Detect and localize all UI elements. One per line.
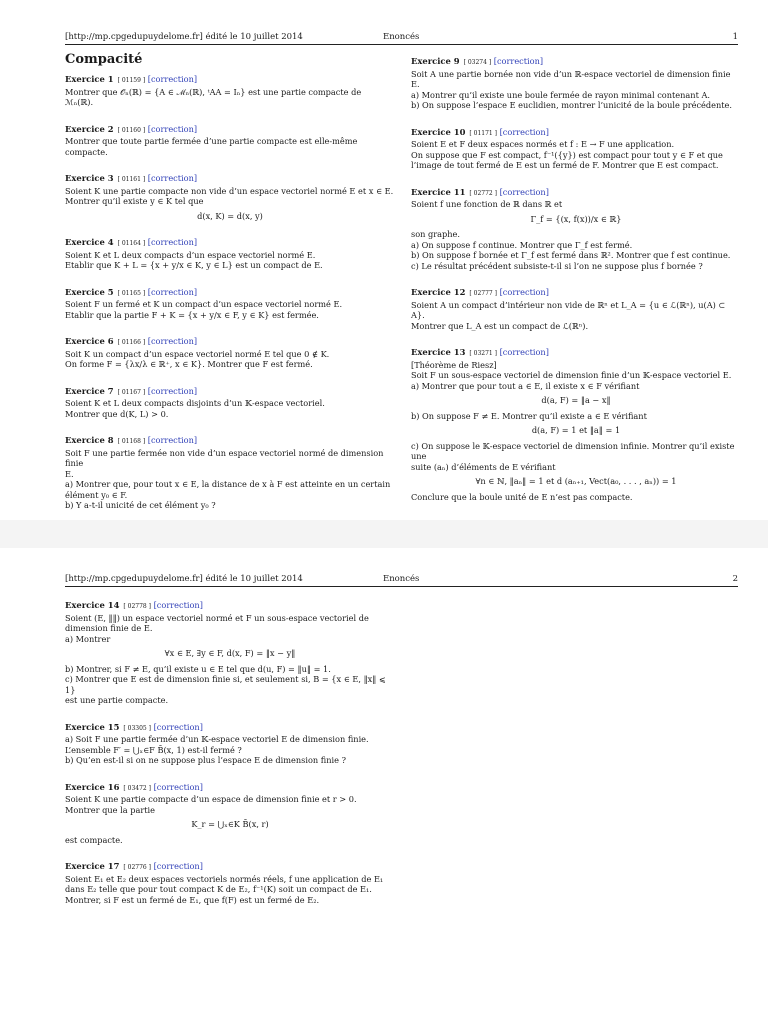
exercise-heading <box>65 782 395 795</box>
exercise-label: Exercice 11 <box>411 186 466 197</box>
exercise-text-line: est compacte. <box>65 834 123 845</box>
exercise-text-line: a) Montrer que pour tout a ∈ E, il existe x ∈ F vérifiant <box>411 380 640 391</box>
display-formula: ∀x ∈ E, ∃y ∈ F, d(x, F) = ‖x − y‖ <box>164 648 296 658</box>
exercise-14 <box>65 600 395 706</box>
correction-link[interactable]: [correction] <box>147 237 198 247</box>
exercise-15 <box>65 722 395 766</box>
header-source: [http://mp.cpgedupuydelome.fr] édité le 10 juillet 2014 <box>65 32 303 42</box>
correction-link[interactable]: [correction] <box>147 435 198 445</box>
exercise-heading <box>65 435 395 448</box>
exercise-text-line: Montrer que toute partie fermée d’une partie compacte est elle-même compacte. <box>65 136 358 157</box>
exercise-text-line: Soient K et L deux compacts d’un espace vectoriel normé E. <box>65 249 316 260</box>
exercise-text-line: On forme F = {λx/λ ∈ ℝ⁺, x ∈ K}. Montrer que F est fermé. <box>65 359 313 369</box>
correction-link[interactable]: [correction] <box>153 600 203 610</box>
exercise-heading <box>65 861 395 874</box>
correction-link[interactable]: [correction] <box>147 74 198 84</box>
exercise-4 <box>65 237 395 271</box>
correction-link[interactable]: [correction] <box>147 286 198 297</box>
header-page-number: 1 <box>732 32 738 42</box>
exercise-heading <box>65 124 395 137</box>
exercise-label: Exercice 16 <box>65 781 120 792</box>
exercise-text-line: Soit F une partie fermée non vide d’un espace vectoriel normé de dimension finie <box>65 447 384 468</box>
exercise-text-line: suite (aₙ) d’éléments de E vérifiant <box>411 461 556 472</box>
exercise-text-line: b) On suppose F ≠ E. Montrer qu’il existe a ∈ E vérifiant <box>411 410 647 421</box>
exercise-text-line: [Théorème de Riesz] <box>411 359 497 370</box>
exercise-id: [ 01160 ] <box>117 126 146 134</box>
header-section: Enoncés <box>383 574 420 584</box>
exercise-2 <box>65 124 395 158</box>
display-formula: d(x, K) = d(x, y) <box>197 210 263 221</box>
exercise-text-line: On suppose que F est compact, f⁻¹({y}) est compact pour tout y ∈ F et que <box>411 149 723 160</box>
exercise-id: [ 01168 ] <box>117 438 146 445</box>
exercise-text-line: b) On suppose l’espace E euclidien, montrer l’unicité de la boule précédente. <box>411 100 732 110</box>
correction-link[interactable]: [correction] <box>147 385 198 396</box>
page-2 <box>0 548 768 1024</box>
exercise-text-line: Montrer que 𝒪ₙ(ℝ) = {A ∈ ℳₙ(ℝ), ᵗAA = Iₙ} est une partie compacte de <box>65 86 362 97</box>
exercise-13 <box>411 347 741 502</box>
exercise-label: Exercice 6 <box>65 336 114 346</box>
exercise-id: [ 03271 ] <box>469 350 497 357</box>
display-formula: ∀n ∈ ℕ, ‖aₙ‖ = 1 et d (aₙ₊₁, Vect(a₀, . . . , aₙ)) = 1 <box>475 476 677 486</box>
exercise-text-line: est une partie compacte. <box>65 695 169 705</box>
exercise-heading <box>65 722 395 735</box>
correction-link[interactable]: [correction] <box>153 721 203 732</box>
exercise-text-line: a) Montrer qu’il existe une boule fermée de rayon minimal contenant A. <box>411 89 710 100</box>
exercise-id: [ 02772 ] <box>469 189 497 197</box>
exercise-text-line: ℳₙ(ℝ). <box>65 97 94 107</box>
header-page-number: 2 <box>732 574 738 584</box>
exercise-text-line: Soient K une partie compacte non vide d’un espace vectoriel normé E et x ∈ E. <box>65 185 394 196</box>
exercise-text-line: Montrer que d(K, L) > 0. <box>65 408 169 419</box>
exercise-text-line: a) On suppose f continue. Montrer que Γ_f est fermé. <box>411 239 633 250</box>
left-column <box>65 52 395 527</box>
exercise-id: [ 01166 ] <box>117 339 146 346</box>
exercise-heading <box>411 187 741 200</box>
exercise-5 <box>65 287 395 321</box>
exercise-text-line: Soient A un compact d’intérieur non vide de ℝⁿ et L_A = {u ∈ ℒ(ℝⁿ), u(A) ⊂ A}. <box>411 299 726 320</box>
exercise-label: Exercice 3 <box>65 173 114 183</box>
exercise-heading <box>65 237 395 250</box>
exercise-text-line: Etablir que K + L = {x + y/x ∈ K, y ∈ L} est un compact de E. <box>65 260 323 270</box>
correction-link[interactable]: [correction] <box>499 287 549 297</box>
correction-link[interactable]: [correction] <box>499 186 549 197</box>
exercise-12 <box>411 287 741 331</box>
exercise-id: [ 01165 ] <box>117 289 146 297</box>
exercise-heading <box>65 600 395 613</box>
exercise-label: Exercice 7 <box>65 385 114 396</box>
exercise-label: Exercice 14 <box>65 600 120 610</box>
exercise-text-line: Soient E₁ et E₂ deux espaces vectoriels normés réels, f une application de E₁ <box>65 873 384 884</box>
exercise-id: [ 03472 ] <box>123 784 151 792</box>
correction-link[interactable]: [correction] <box>153 781 203 792</box>
correction-link[interactable]: [correction] <box>153 861 203 871</box>
exercise-id: [ 01164 ] <box>117 240 146 247</box>
exercise-text-line: Montrer que la partie <box>65 804 156 815</box>
exercise-text-line: b) Y a-t-il unicité de cet élément y₀ ? <box>65 500 216 510</box>
exercise-text-line: son graphe. <box>411 229 461 239</box>
exercise-text-line: a) Soit F une partie fermée d’un 𝕂-espace vectoriel E de dimension finie. <box>65 734 369 744</box>
exercise-heading <box>65 386 395 399</box>
exercise-heading <box>411 287 741 300</box>
exercise-text-line: Soit A une partie bornée non vide d’un ℝ-espace vectoriel de dimension finie E. <box>411 68 731 89</box>
exercise-text-line: Montrer qu’il existe y ∈ K tel que <box>65 196 204 206</box>
header-source: [http://mp.cpgedupuydelome.fr] édité le 10 juillet 2014 <box>65 574 303 584</box>
display-formula: d(a, F) = ‖a − x‖ <box>541 395 611 405</box>
exercise-17 <box>65 861 395 905</box>
right-column <box>411 56 741 518</box>
exercise-id: [ 03305 ] <box>123 724 151 732</box>
left-column <box>65 600 395 921</box>
exercise-text-line: Montrer que L_A est un compact de ℒ(ℝⁿ). <box>411 320 589 331</box>
exercise-id: [ 02776 ] <box>123 864 151 871</box>
header-rule <box>65 44 738 45</box>
exercise-text-line: c) Montrer que E est de dimension finie si, et seulement si, B = {x ∈ E, ‖x‖ ⩽ 1} <box>65 674 386 695</box>
display-formula: Γ_f = {(x, f(x))/x ∈ ℝ} <box>530 213 622 224</box>
exercise-heading <box>411 56 741 69</box>
exercise-text-line: Soient K et L deux compacts disjoints d’un 𝕂-espace vectoriel. <box>65 398 325 408</box>
exercise-label: Exercice 13 <box>411 347 466 357</box>
exercise-text-line: b) On suppose f bornée et Γ_f est fermé dans ℝ². Montrer que f est continue. <box>411 250 731 260</box>
exercise-text-line: Montrer, si F est un fermé de E₁, que f(F) est un fermé de E₂. <box>65 894 320 905</box>
exercise-heading <box>65 74 395 87</box>
exercise-16 <box>65 782 395 846</box>
exercise-text-line: dimension finie de E. <box>65 623 153 633</box>
exercise-text-line: Soient (E, ‖‖) un espace vectoriel normé et F un sous-espace vectoriel de <box>65 612 369 623</box>
exercise-label: Exercice 9 <box>411 56 460 66</box>
exercise-text-line: Soit F un sous-espace vectoriel de dimension finie d’un 𝕂-espace vectoriel E. <box>411 370 732 380</box>
exercise-label: Exercice 8 <box>65 435 114 445</box>
exercise-heading <box>411 347 741 360</box>
header-section: Enoncés <box>383 32 420 42</box>
exercise-text-line: Soient f une fonction de ℝ dans ℝ et <box>411 199 563 209</box>
exercise-8 <box>65 435 395 511</box>
exercise-10 <box>411 127 741 171</box>
exercise-3 <box>65 173 395 221</box>
exercise-9 <box>411 56 741 111</box>
exercise-11 <box>411 187 741 272</box>
correction-link[interactable]: [correction] <box>147 336 198 346</box>
correction-link[interactable]: [correction] <box>493 56 544 66</box>
exercise-text-line: dans E₂ telle que pour tout compact K de E₂, f⁻¹(K) soit un compact de E₁. <box>65 884 372 894</box>
exercise-heading <box>65 287 395 300</box>
exercise-label: Exercice 12 <box>411 287 466 297</box>
correction-link[interactable]: [correction] <box>147 123 198 134</box>
exercise-text-line: Soit K un compact d’un espace vectoriel normé E tel que 0 ∉ K. <box>65 348 330 359</box>
exercise-label: Exercice 15 <box>65 721 120 732</box>
exercise-label: Exercice 17 <box>65 861 120 871</box>
exercise-text-line: Etablir que la partie F + K = {x + y/x ∈ F, y ∈ K} est fermée. <box>65 309 319 320</box>
exercise-1 <box>65 74 395 108</box>
exercise-text-line: Conclure que la boule unité de E n’est pas compacte. <box>411 491 633 502</box>
display-formula: d(a, F) = 1 et ‖a‖ = 1 <box>531 425 621 435</box>
exercise-text-line: b) Montrer, si F ≠ E, qu’il existe u ∈ E tel que d(u, F) = ‖u‖ = 1. <box>65 663 331 674</box>
exercise-id: [ 01167 ] <box>117 388 146 396</box>
exercise-id: [ 01171 ] <box>469 129 497 137</box>
correction-link[interactable]: [correction] <box>499 126 549 137</box>
exercise-text-line: c) On suppose le 𝕂-espace vectoriel de dimension infinie. Montrer qu’il existe une <box>411 440 735 461</box>
exercise-heading <box>411 127 741 140</box>
page-separator <box>0 520 768 548</box>
correction-link[interactable]: [correction] <box>147 173 198 183</box>
exercise-label: Exercice 4 <box>65 237 114 247</box>
exercise-text-line: Soient K une partie compacte d’un espace de dimension finie et r > 0. <box>65 794 357 804</box>
exercise-label: Exercice 1 <box>65 74 114 84</box>
exercise-label: Exercice 2 <box>65 123 114 134</box>
exercise-text-line: E. <box>65 468 74 479</box>
exercise-id: [ 02777 ] <box>469 290 497 297</box>
exercise-label: Exercice 10 <box>411 126 466 137</box>
exercise-id: [ 01159 ] <box>117 77 146 84</box>
header-rule <box>65 586 738 587</box>
exercise-6 <box>65 336 395 370</box>
exercise-text-line: L’ensemble F′ = ⋃ₓ∈F B̄(x, 1) est-il fermé ? <box>65 744 242 755</box>
document-title: Compacité <box>65 52 143 67</box>
exercise-heading <box>65 173 395 186</box>
exercise-text-line: l’image de tout fermé de E est un fermé de F. Montrer que E est compact. <box>411 160 719 170</box>
exercise-text-line: Soient F un fermé et K un compact d’un espace vectoriel normé E. <box>65 299 343 309</box>
exercise-text-line: élément y₀ ∈ F. <box>65 489 128 500</box>
exercise-heading <box>65 336 395 349</box>
exercise-text-line: a) Montrer <box>65 633 111 644</box>
display-formula: K_r = ⋃ₓ∈K B̄(x, r) <box>191 819 269 829</box>
exercise-text-line: a) Montrer que, pour tout x ∈ E, la distance de x à F est atteinte en un certain <box>65 479 391 489</box>
exercise-text-line: c) Le résultat précédent subsiste-t-il si l’on ne suppose plus f bornée ? <box>411 260 703 271</box>
exercise-text-line: Soient E et F deux espaces normés et f : E → F une application. <box>411 139 675 149</box>
exercise-7 <box>65 386 395 420</box>
exercise-id: [ 01161 ] <box>117 176 146 183</box>
correction-link[interactable]: [correction] <box>499 347 549 357</box>
exercise-id: [ 03274 ] <box>463 59 492 66</box>
exercise-label: Exercice 5 <box>65 286 114 297</box>
exercise-text-line: b) Qu’en est-il si on ne suppose plus l’espace E de dimension finie ? <box>65 755 346 765</box>
exercise-id: [ 02778 ] <box>123 603 151 610</box>
